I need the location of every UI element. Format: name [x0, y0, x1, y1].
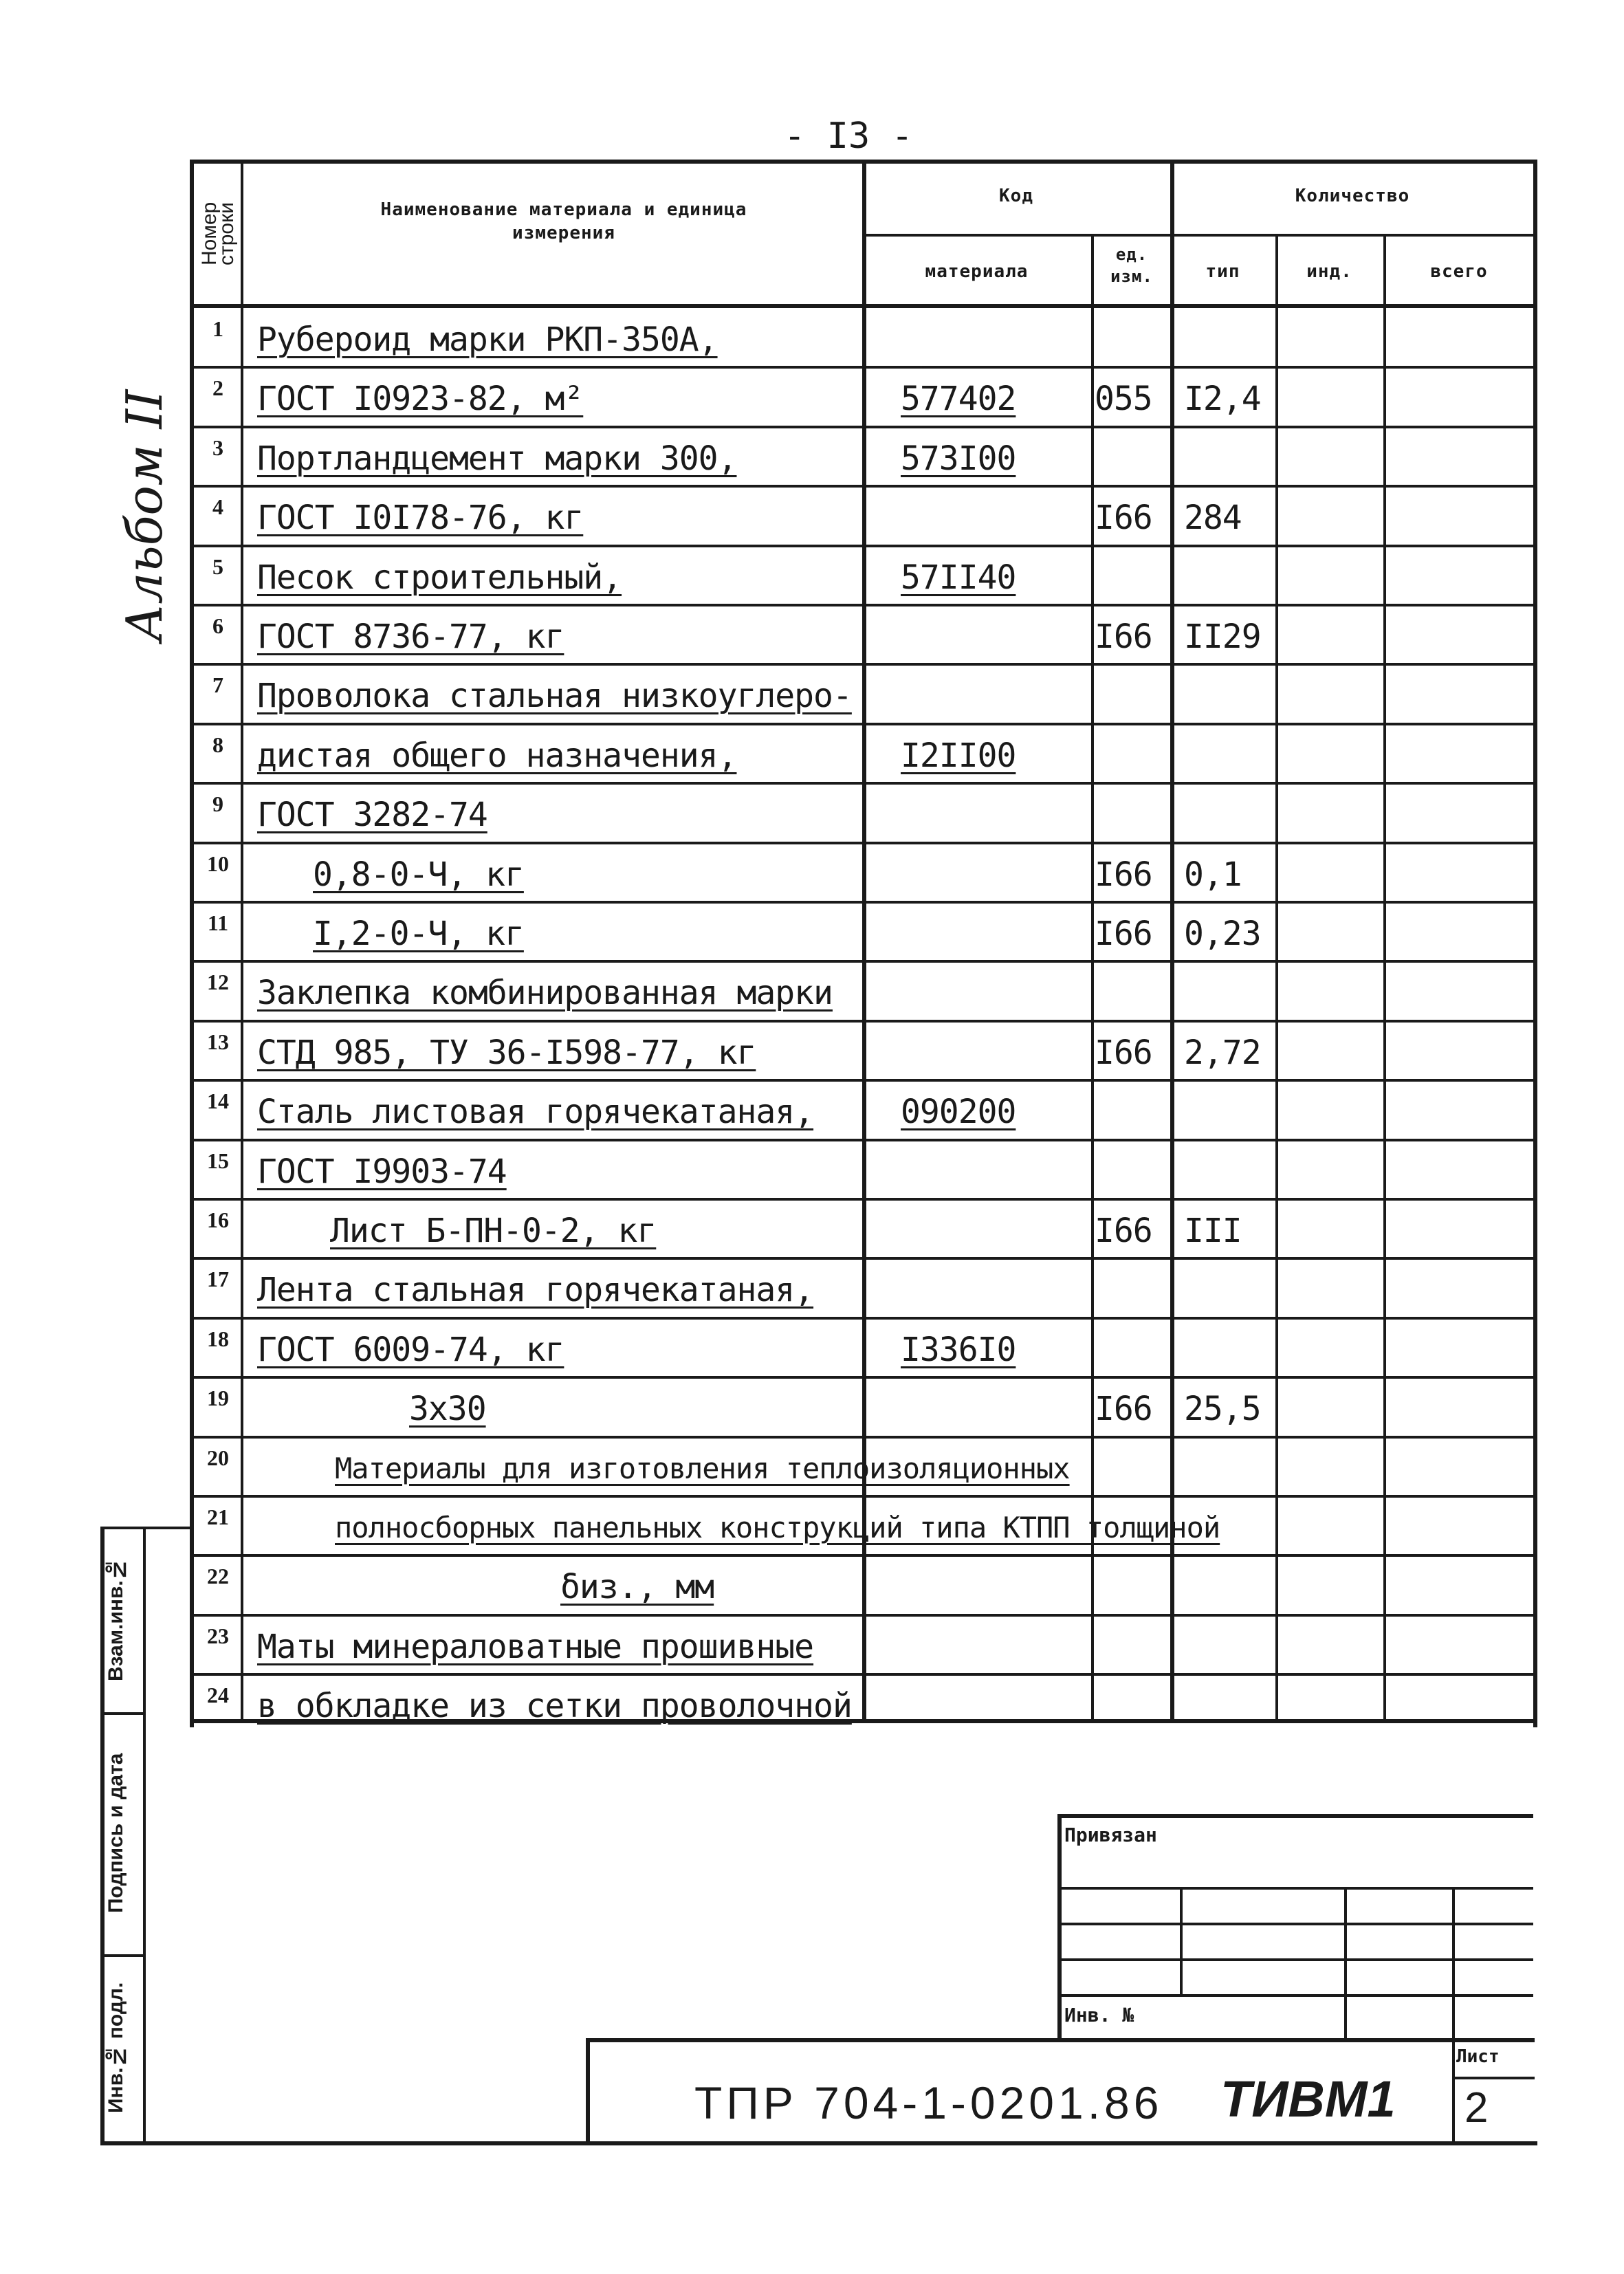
stamp-inv-label: Инв. №: [1064, 2004, 1134, 2026]
quantity-type: 0,1: [1184, 855, 1242, 894]
header-code: Код: [999, 186, 1033, 206]
quantity-type: II29: [1184, 617, 1261, 656]
unit-code: I66: [1095, 1034, 1152, 1072]
material-name: ГОСТ 3282-74: [257, 796, 487, 834]
row-separator: [190, 960, 1535, 963]
row-number: 14: [207, 1089, 229, 1113]
quantity-type: 25,5: [1184, 1390, 1261, 1428]
material-name: ГОСТ 6009-74, кг: [257, 1331, 564, 1369]
row-number: 8: [212, 732, 223, 757]
row-number: 20: [207, 1445, 229, 1470]
header-code-material: материала: [925, 261, 1029, 282]
document-code: ТПР 704-1-0201.86: [694, 2077, 1163, 2128]
row-number: 16: [207, 1207, 229, 1232]
row-separator: [190, 1317, 1535, 1320]
row-number: 17: [207, 1267, 229, 1291]
unit-code: I66: [1095, 617, 1152, 656]
unit-code: I66: [1095, 1212, 1152, 1250]
quantity-type: 2,72: [1184, 1034, 1261, 1072]
row-number: 22: [207, 1564, 229, 1588]
material-code: 573I00: [901, 439, 1016, 478]
material-name: дистая общего назначения,: [257, 736, 737, 775]
header-qty-type: тип: [1205, 261, 1240, 282]
unit-code: I66: [1095, 915, 1152, 953]
material-name: Лист Б-ПН-0-2, кг: [330, 1212, 657, 1250]
row-number: 21: [207, 1505, 229, 1529]
row-number: 10: [207, 851, 229, 876]
row-separator: [190, 1614, 1535, 1617]
material-name: в обкладке из сетки проволочной: [257, 1687, 852, 1725]
material-code: 577402: [901, 380, 1016, 418]
quantity-type: 0,23: [1184, 915, 1261, 953]
row-separator: [190, 545, 1535, 547]
album-label: Альбом II: [116, 389, 173, 642]
row-number: 12: [207, 970, 229, 994]
quantity-type: I2,4: [1184, 380, 1261, 418]
side-original-inv: Инв.№ подл.: [105, 1982, 127, 2114]
material-name: полносборных панельных конструкций типа КТПП толщиной: [335, 1511, 1220, 1544]
material-name: I,2-0-Ч, кг: [313, 915, 524, 953]
row-number: 15: [207, 1148, 229, 1173]
material-name: Маты минераловатные прошивные: [257, 1628, 814, 1666]
row-separator: [190, 1554, 1535, 1557]
material-name: Лента стальная горячекатаная,: [257, 1271, 814, 1309]
material-name: δиз., мм: [560, 1568, 714, 1606]
row-separator: [190, 426, 1535, 428]
row-separator: [190, 485, 1535, 488]
row-number: 2: [212, 375, 223, 400]
row-number: 6: [212, 613, 223, 638]
row-separator: [190, 723, 1535, 725]
row-separator: [190, 1673, 1535, 1676]
sheet-label: Лист: [1456, 2046, 1500, 2067]
row-separator: [190, 1257, 1535, 1260]
row-number: 3: [212, 435, 223, 460]
row-number: 9: [212, 791, 223, 816]
material-name: ГОСТ I0923-82, м²: [257, 380, 584, 418]
quantity-type: 284: [1184, 499, 1242, 537]
material-code: I336I0: [901, 1331, 1016, 1369]
material-name: Портландцемент марки 300,: [257, 439, 737, 478]
row-separator: [190, 782, 1535, 785]
document-mark: ТИВМ1: [1220, 2070, 1396, 2128]
material-name: ГОСТ I9903-74: [257, 1152, 507, 1191]
row-number: 11: [207, 910, 229, 935]
material-name: Проволока стальная низкоуглеро-: [257, 677, 852, 715]
header-material-name: Наименование материала и единица измерения: [380, 199, 747, 243]
row-number: 4: [212, 494, 223, 519]
side-replace-inv: Взам.инв.№: [105, 1557, 127, 1681]
sheet-number: 2: [1464, 2084, 1489, 2132]
quantity-type: III: [1184, 1212, 1242, 1250]
row-separator: [190, 1079, 1535, 1082]
material-name: СТД 985, ТУ 36-I598-77, кг: [257, 1034, 756, 1072]
unit-code: I66: [1095, 1390, 1152, 1428]
material-code: I2II00: [901, 736, 1016, 775]
row-separator: [190, 663, 1535, 666]
row-separator: [190, 1495, 1535, 1498]
row-number: 24: [207, 1683, 229, 1707]
material-name: Песок строительный,: [257, 558, 622, 597]
material-name: Сталь листовая горячекатаная,: [257, 1093, 814, 1131]
material-name: 0,8-0-Ч, кг: [313, 855, 524, 894]
row-number: 18: [207, 1326, 229, 1351]
row-number: 5: [212, 554, 223, 579]
material-name: ГОСТ 8736-77, кг: [257, 617, 564, 656]
side-sign-date: Подпись и дата: [105, 1753, 127, 1914]
row-separator: [190, 366, 1535, 369]
row-number: 19: [207, 1386, 229, 1410]
row-separator: [190, 1139, 1535, 1141]
material-name: 3х30: [409, 1390, 486, 1428]
header-code-unit: ед. изм.: [1110, 245, 1153, 286]
row-number: 7: [212, 673, 223, 697]
material-name: Материалы для изготовления теплоизоляционных: [335, 1452, 1070, 1485]
stamp-bound-label: Привязан: [1064, 1824, 1157, 1846]
header-quantity: Количество: [1295, 186, 1410, 206]
material-name: ГОСТ I0I78-76, кг: [257, 499, 584, 537]
unit-code: I66: [1095, 499, 1152, 537]
material-code: 090200: [901, 1093, 1016, 1131]
material-name: Заклепка комбинированная марки: [257, 974, 833, 1012]
row-separator: [190, 1436, 1535, 1439]
row-separator: [190, 842, 1535, 844]
row-separator: [190, 1376, 1535, 1379]
header-qty-ind: инд.: [1306, 261, 1352, 282]
row-separator: [190, 1020, 1535, 1023]
unit-code: 055: [1095, 380, 1152, 418]
row-number: 13: [207, 1029, 229, 1054]
row-separator: [190, 1198, 1535, 1201]
header-row-number: Номер строки: [198, 201, 238, 266]
unit-code: I66: [1095, 855, 1152, 894]
row-number: 1: [212, 316, 223, 341]
row-separator: [190, 901, 1535, 904]
row-number: 23: [207, 1623, 229, 1648]
row-separator: [190, 604, 1535, 606]
page-number: - I3 -: [784, 116, 913, 157]
material-name: Рубероид марки РКП-350А,: [257, 320, 718, 359]
header-qty-total: всего: [1430, 261, 1488, 282]
material-code: 57II40: [901, 558, 1016, 597]
